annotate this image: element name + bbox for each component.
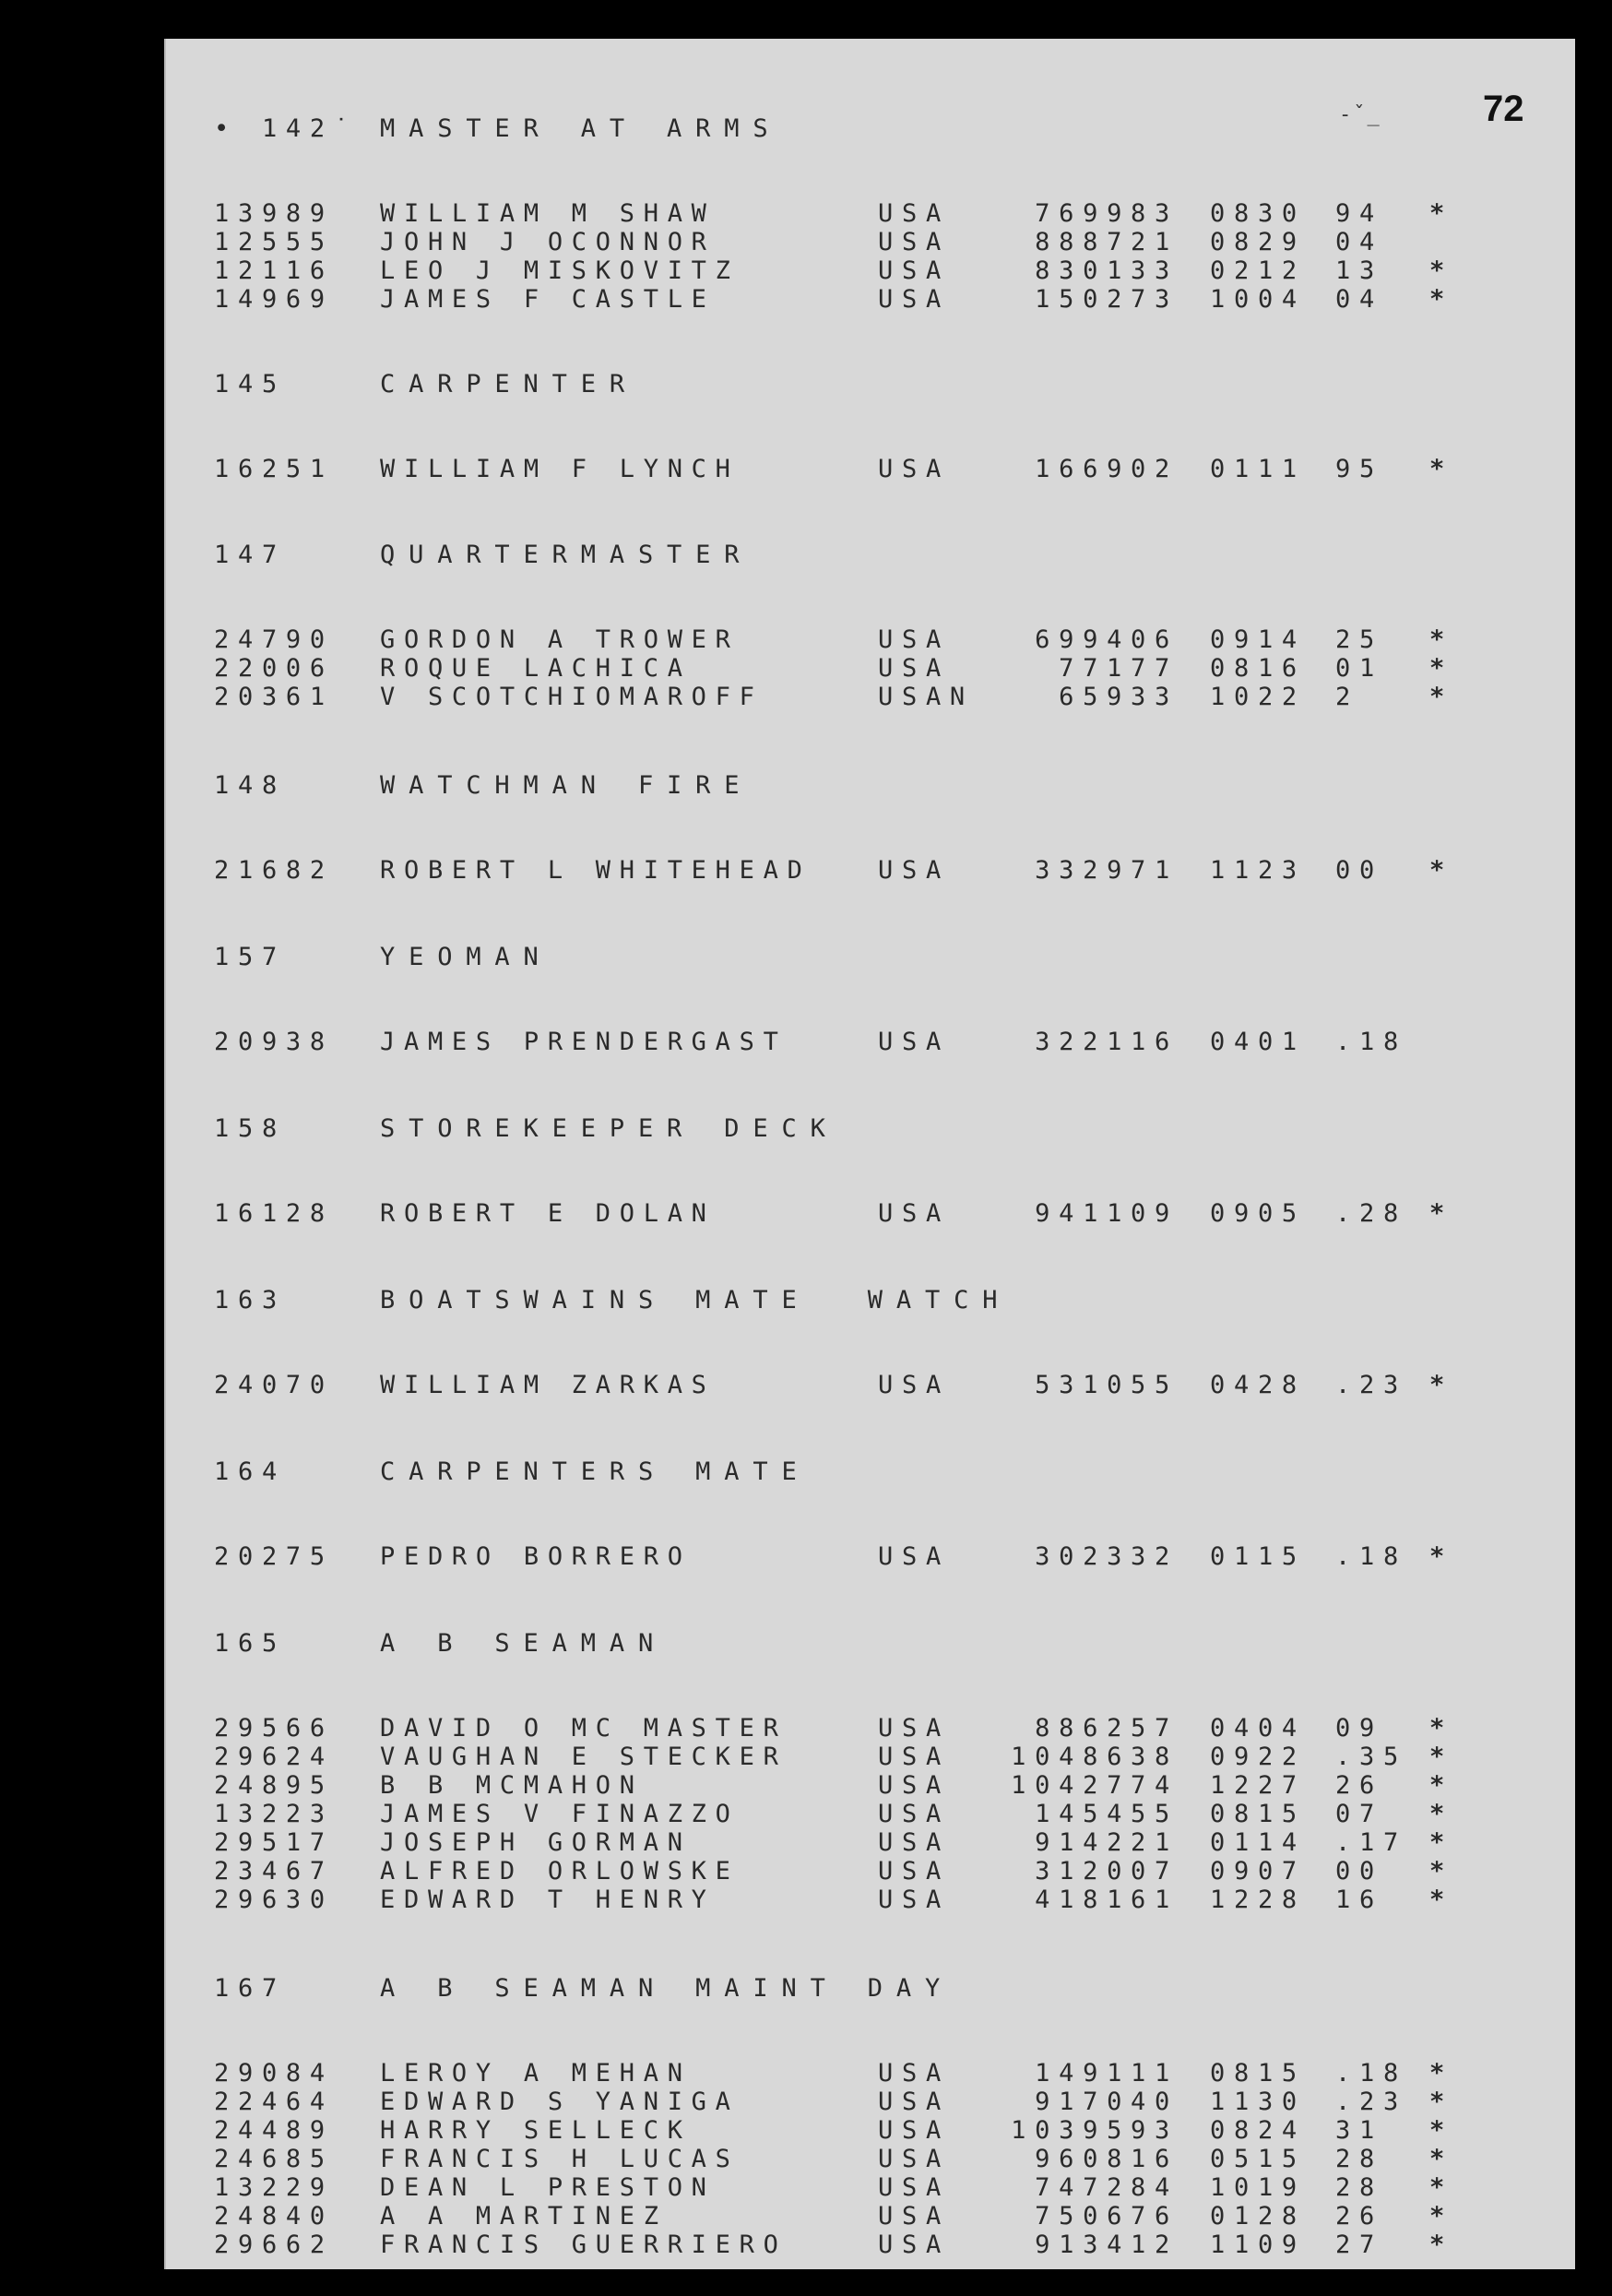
crew-x: 13 — [1335, 256, 1383, 285]
crew-nat: USA — [878, 1886, 950, 1914]
crew-name: JAMES V FINAZZO — [380, 1800, 740, 1828]
crew-id: 886257 — [1035, 1714, 1179, 1743]
section-title: BOATSWAINS MATE WATCH — [380, 1286, 1012, 1315]
crew-num: 20361 — [214, 683, 334, 711]
crew-mark: * — [1429, 2059, 1445, 2088]
section-code: • 142˙ — [214, 114, 358, 143]
section-title: A B SEAMAN MAINT DAY — [380, 1974, 954, 2003]
crew-name: WILLIAM F LYNCH — [380, 455, 740, 483]
crew-mark: * — [1429, 1371, 1445, 1399]
page-number: 72 — [1483, 89, 1524, 129]
crew-num: 29630 — [214, 1886, 334, 1914]
crew-x: .18 — [1335, 1542, 1407, 1571]
crew-x: 26 — [1335, 1771, 1383, 1800]
crew-num: 23467 — [214, 1857, 334, 1886]
crew-num: 20938 — [214, 1028, 334, 1056]
crew-mark: * — [1429, 1771, 1445, 1800]
crew-id: 888721 — [1035, 228, 1179, 256]
crew-num: 29084 — [214, 2059, 334, 2088]
crew-id: 418161 — [1035, 1886, 1179, 1914]
crew-x: 07 — [1335, 1800, 1383, 1828]
crew-nat: USA — [878, 1371, 950, 1399]
crew-name: JOSEPH GORMAN — [380, 1828, 692, 1857]
crew-id: 322116 — [1035, 1028, 1179, 1056]
crew-x: 00 — [1335, 856, 1383, 885]
crew-name: ROBERT E DOLAN — [380, 1199, 716, 1228]
crew-num: 21682 — [214, 856, 334, 885]
crew-nat: USA — [878, 1199, 950, 1228]
crew-name: WILLIAM ZARKAS — [380, 1371, 716, 1399]
crew-mark: * — [1429, 285, 1445, 314]
crew-name: HARRY SELLECK — [380, 2116, 692, 2145]
crew-name: ROBERT L WHITEHEAD — [380, 856, 812, 885]
crew-id: 1039593 — [1011, 2116, 1179, 2145]
crew-name: JAMES PRENDERGAST — [380, 1028, 788, 1056]
crew-x: 28 — [1335, 2145, 1383, 2173]
crew-date: 1109 — [1210, 2231, 1306, 2259]
crew-x: .18 — [1335, 2059, 1407, 2088]
crew-date: 1227 — [1210, 1771, 1306, 1800]
crew-date: 0404 — [1210, 1714, 1306, 1743]
crew-id: 65933 — [1059, 683, 1179, 711]
crew-num: 29624 — [214, 1743, 334, 1771]
crew-mark: * — [1429, 2145, 1445, 2173]
section-title: MASTER AT ARMS — [380, 114, 782, 143]
crew-name: JOHN J OCONNOR — [380, 228, 716, 256]
crew-date: 0115 — [1210, 1542, 1306, 1571]
crew-nat: USA — [878, 1028, 950, 1056]
crew-x: 01 — [1335, 654, 1383, 683]
crew-name: EDWARD S YANIGA — [380, 2088, 740, 2116]
crew-name: VAUGHAN E STECKER — [380, 1743, 788, 1771]
crew-x: 95 — [1335, 455, 1383, 483]
crew-x: 94 — [1335, 199, 1383, 228]
crew-mark: * — [1429, 2088, 1445, 2116]
crew-mark: * — [1429, 455, 1445, 483]
crew-x: .23 — [1335, 2088, 1407, 2116]
crew-num: 12116 — [214, 256, 334, 285]
crew-x: 28 — [1335, 2173, 1383, 2202]
crew-date: 0829 — [1210, 228, 1306, 256]
section-code: 148 — [214, 771, 286, 800]
crew-nat: USA — [878, 2231, 950, 2259]
crew-id: 769983 — [1035, 199, 1179, 228]
crew-mark: * — [1429, 1743, 1445, 1771]
crew-date: 0830 — [1210, 199, 1306, 228]
section-title: A B SEAMAN — [380, 1629, 668, 1658]
crew-nat: USA — [878, 2145, 950, 2173]
crew-mark: * — [1429, 1857, 1445, 1886]
crew-name: ALFRED ORLOWSKE — [380, 1857, 740, 1886]
crew-nat: USA — [878, 625, 950, 654]
crew-x: .18 — [1335, 1028, 1407, 1056]
crew-date: 1022 — [1210, 683, 1306, 711]
crew-name: FRANCIS H LUCAS — [380, 2145, 740, 2173]
section-title: CARPENTERS MATE — [380, 1457, 811, 1486]
section-title: YEOMAN — [380, 943, 552, 971]
crew-id: 747284 — [1035, 2173, 1179, 2202]
crew-x: 2 — [1335, 683, 1359, 711]
crew-nat: USA — [878, 1714, 950, 1743]
crew-num: 29566 — [214, 1714, 334, 1743]
crew-name: ROQUE LACHICA — [380, 654, 692, 683]
crew-num: 24790 — [214, 625, 334, 654]
crew-id: 531055 — [1035, 1371, 1179, 1399]
crew-nat: USA — [878, 228, 950, 256]
crew-x: 27 — [1335, 2231, 1383, 2259]
crew-nat: USA — [878, 2059, 950, 2088]
corner-mark: -ˇ_ — [1339, 103, 1381, 126]
crew-x: 00 — [1335, 1857, 1383, 1886]
crew-name: V SCOTCHIOMAROFF — [380, 683, 764, 711]
crew-date: 0824 — [1210, 2116, 1306, 2145]
crew-nat: USA — [878, 1857, 950, 1886]
crew-name: B B MCMAHON — [380, 1771, 644, 1800]
crew-date: 0905 — [1210, 1199, 1306, 1228]
section-code: 167 — [214, 1974, 286, 2003]
crew-num: 29517 — [214, 1828, 334, 1857]
crew-num: 22464 — [214, 2088, 334, 2116]
crew-x: 09 — [1335, 1714, 1383, 1743]
crew-id: 913412 — [1035, 2231, 1179, 2259]
crew-date: 0111 — [1210, 455, 1306, 483]
crew-id: 312007 — [1035, 1857, 1179, 1886]
crew-name: JAMES F CASTLE — [380, 285, 716, 314]
crew-nat: USA — [878, 455, 950, 483]
section-title: QUARTERMASTER — [380, 541, 753, 569]
crew-num: 12555 — [214, 228, 334, 256]
crew-num: 24489 — [214, 2116, 334, 2145]
crew-date: 0815 — [1210, 1800, 1306, 1828]
crew-num: 20275 — [214, 1542, 334, 1571]
crew-nat: USA — [878, 2116, 950, 2145]
crew-date: 1123 — [1210, 856, 1306, 885]
crew-date: 1130 — [1210, 2088, 1306, 2116]
crew-mark: * — [1429, 1828, 1445, 1857]
crew-nat: USA — [878, 856, 950, 885]
crew-id: 699406 — [1035, 625, 1179, 654]
crew-id: 750676 — [1035, 2202, 1179, 2231]
crew-mark: * — [1429, 625, 1445, 654]
crew-mark: * — [1429, 199, 1445, 228]
crew-name: LEO J MISKOVITZ — [380, 256, 740, 285]
crew-date: 1228 — [1210, 1886, 1306, 1914]
crew-date: 0907 — [1210, 1857, 1306, 1886]
crew-x: 04 — [1335, 285, 1383, 314]
crew-num: 13229 — [214, 2173, 334, 2202]
crew-nat: USA — [878, 1828, 950, 1857]
crew-date: 0922 — [1210, 1743, 1306, 1771]
crew-id: 941109 — [1035, 1199, 1179, 1228]
crew-mark: * — [1429, 683, 1445, 711]
crew-name: LEROY A MEHAN — [380, 2059, 692, 2088]
crew-name: PEDRO BORRERO — [380, 1542, 692, 1571]
crew-id: 77177 — [1059, 654, 1179, 683]
crew-mark: * — [1429, 1542, 1445, 1571]
crew-mark: * — [1429, 1800, 1445, 1828]
crew-num: 16251 — [214, 455, 334, 483]
section-code: 165 — [214, 1629, 286, 1658]
crew-nat: USA — [878, 2202, 950, 2231]
crew-name: WILLIAM M SHAW — [380, 199, 716, 228]
crew-mark: * — [1429, 654, 1445, 683]
crew-x: 26 — [1335, 2202, 1383, 2231]
crew-x: .23 — [1335, 1371, 1407, 1399]
section-code: 147 — [214, 541, 286, 569]
crew-id: 960816 — [1035, 2145, 1179, 2173]
section-code: 163 — [214, 1286, 286, 1315]
crew-id: 830133 — [1035, 256, 1179, 285]
crew-date: 0401 — [1210, 1028, 1306, 1056]
section-code: 157 — [214, 943, 286, 971]
crew-x: 25 — [1335, 625, 1383, 654]
crew-name: FRANCIS GUERRIERO — [380, 2231, 788, 2259]
crew-mark: * — [1429, 1886, 1445, 1914]
crew-id: 302332 — [1035, 1542, 1179, 1571]
crew-num: 13989 — [214, 199, 334, 228]
crew-date: 0914 — [1210, 625, 1306, 654]
crew-nat: USA — [878, 256, 950, 285]
crew-nat: USA — [878, 1542, 950, 1571]
crew-num: 24685 — [214, 2145, 334, 2173]
crew-name: DAVID O MC MASTER — [380, 1714, 788, 1743]
crew-date: 0212 — [1210, 256, 1306, 285]
crew-x: 04 — [1335, 228, 1383, 256]
crew-nat: USA — [878, 199, 950, 228]
crew-nat: USAN — [878, 683, 974, 711]
crew-date: 1019 — [1210, 2173, 1306, 2202]
crew-mark: * — [1429, 2202, 1445, 2231]
crew-nat: USA — [878, 1771, 950, 1800]
crew-mark: * — [1429, 1199, 1445, 1228]
crew-x: .28 — [1335, 1199, 1407, 1228]
document-page — [164, 39, 1575, 2269]
crew-nat: USA — [878, 2088, 950, 2116]
crew-num: 16128 — [214, 1199, 334, 1228]
crew-date: 0128 — [1210, 2202, 1306, 2231]
crew-num: 13223 — [214, 1800, 334, 1828]
crew-num: 22006 — [214, 654, 334, 683]
crew-mark: * — [1429, 856, 1445, 885]
crew-id: 917040 — [1035, 2088, 1179, 2116]
crew-id: 332971 — [1035, 856, 1179, 885]
section-code: 158 — [214, 1114, 286, 1143]
crew-id: 150273 — [1035, 285, 1179, 314]
crew-mark: * — [1429, 256, 1445, 285]
section-title: STOREKEEPER DECK — [380, 1114, 839, 1143]
crew-date: 0114 — [1210, 1828, 1306, 1857]
section-code: 145 — [214, 370, 286, 399]
section-title: WATCHMAN FIRE — [380, 771, 753, 800]
crew-num: 24840 — [214, 2202, 334, 2231]
crew-x: .35 — [1335, 1743, 1407, 1771]
section-title: CARPENTER — [380, 370, 638, 399]
crew-num: 24070 — [214, 1371, 334, 1399]
crew-id: 166902 — [1035, 455, 1179, 483]
crew-id: 149111 — [1035, 2059, 1179, 2088]
crew-name: EDWARD T HENRY — [380, 1886, 716, 1914]
crew-nat: USA — [878, 654, 950, 683]
crew-id: 1042774 — [1011, 1771, 1179, 1800]
crew-date: 1004 — [1210, 285, 1306, 314]
crew-num: 14969 — [214, 285, 334, 314]
crew-x: 31 — [1335, 2116, 1383, 2145]
crew-mark: * — [1429, 2173, 1445, 2202]
crew-x: .17 — [1335, 1828, 1407, 1857]
crew-date: 0515 — [1210, 2145, 1306, 2173]
crew-name: GORDON A TROWER — [380, 625, 740, 654]
crew-nat: USA — [878, 1743, 950, 1771]
crew-num: 24895 — [214, 1771, 334, 1800]
crew-name: DEAN L PRESTON — [380, 2173, 716, 2202]
crew-date: 0428 — [1210, 1371, 1306, 1399]
crew-mark: * — [1429, 1714, 1445, 1743]
crew-nat: USA — [878, 1800, 950, 1828]
crew-id: 914221 — [1035, 1828, 1179, 1857]
crew-x: 16 — [1335, 1886, 1383, 1914]
crew-nat: USA — [878, 2173, 950, 2202]
crew-num: 29662 — [214, 2231, 334, 2259]
crew-id: 145455 — [1035, 1800, 1179, 1828]
crew-date: 0815 — [1210, 2059, 1306, 2088]
section-code: 164 — [214, 1457, 286, 1486]
crew-mark: * — [1429, 2231, 1445, 2259]
crew-id: 1048638 — [1011, 1743, 1179, 1771]
crew-name: A A MARTINEZ — [380, 2202, 668, 2231]
crew-date: 0816 — [1210, 654, 1306, 683]
crew-nat: USA — [878, 285, 950, 314]
crew-mark: * — [1429, 2116, 1445, 2145]
